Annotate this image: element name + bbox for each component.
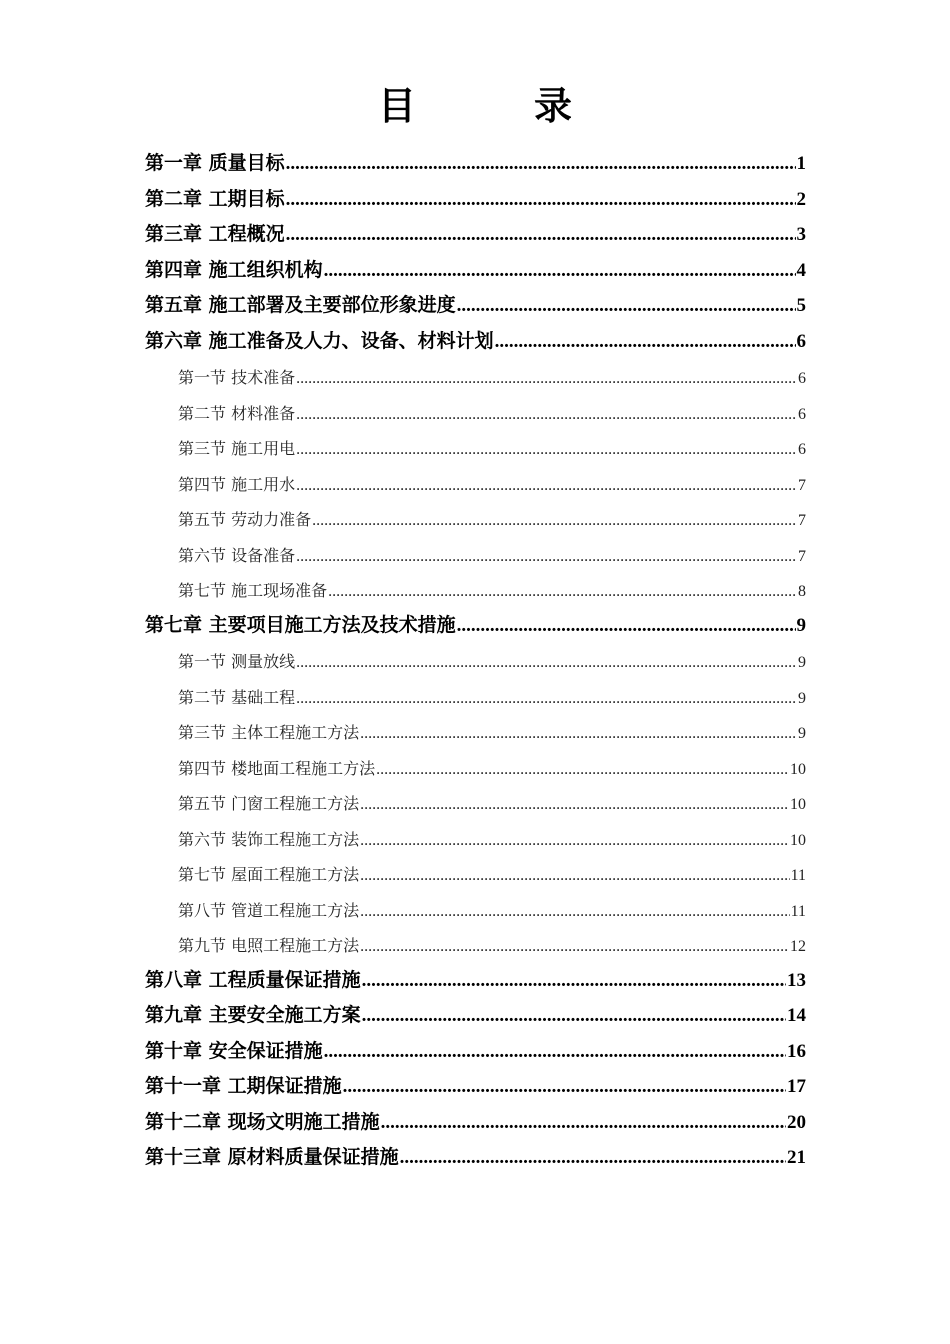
toc-section-entry[interactable] [178, 827, 806, 851]
toc-page-number: 7 [798, 512, 806, 529]
toc-page-number: 7 [798, 547, 806, 565]
toc-page-number: 10 [790, 760, 806, 778]
toc-dot-leader [360, 832, 789, 850]
toc-dot-leader [360, 938, 789, 956]
toc-chapter-entry[interactable] [145, 1071, 806, 1099]
toc-dot-leader [296, 548, 797, 566]
toc-page-number: 10 [790, 831, 806, 849]
toc-page-number: 2 [796, 188, 806, 210]
toc-entry-label: 第七节 施工现场准备 [178, 581, 328, 600]
toc-chapter-entry[interactable] [145, 1000, 806, 1028]
toc-dot-leader [296, 654, 797, 672]
toc-section-entry[interactable] [178, 472, 806, 496]
toc-entry-label: 第十二章 现场文明施工措施 [145, 1110, 380, 1133]
toc-dot-leader [286, 189, 796, 211]
toc-page-number: 9 [798, 689, 806, 707]
toc-page-number: 6 [796, 330, 806, 352]
toc-entry-label: 第七章 主要项目施工方法及技术措施 [145, 613, 456, 636]
toc-title: 目 录 [377, 84, 612, 128]
toc-dot-leader [360, 725, 797, 743]
toc-entry-label: 第六章 施工准备及人力、设备、材料计划 [145, 329, 494, 352]
toc-page-number: 3 [796, 224, 806, 245]
toc-section-entry[interactable] [178, 543, 806, 567]
toc-dot-leader [296, 477, 797, 495]
toc-page-number: 11 [790, 902, 806, 920]
toc-dot-leader [286, 153, 796, 175]
toc-dot-leader [495, 331, 796, 353]
toc-chapter-entry[interactable] [145, 326, 806, 354]
toc-page-number: 9 [798, 725, 806, 742]
toc-entry-label: 第二节 基础工程 [178, 687, 296, 707]
toc-chapter-entry[interactable] [145, 290, 806, 318]
toc-dot-leader [324, 1041, 786, 1063]
toc-page-number: 21 [787, 1147, 806, 1168]
toc-page-number: 16 [787, 1040, 806, 1062]
toc-chapter-entry[interactable] [145, 219, 806, 247]
toc-page-number: 10 [790, 796, 806, 813]
toc-dot-leader [362, 1005, 786, 1027]
toc-section-entry[interactable] [178, 685, 806, 709]
toc-dot-leader [457, 615, 796, 637]
toc-entry-label: 第十章 安全保证措施 [145, 1039, 323, 1062]
toc-section-entry[interactable] [178, 756, 806, 780]
toc-entry-label: 第九节 电照工程施工方法 [178, 936, 360, 955]
toc-dot-leader [296, 441, 797, 459]
toc-chapter-entry[interactable] [145, 148, 806, 176]
toc-entry-label: 第五节 门窗工程施工方法 [178, 794, 360, 813]
toc-section-entry[interactable] [178, 401, 806, 425]
toc-page-number: 8 [798, 583, 806, 600]
toc-page-number: 17 [787, 1076, 806, 1097]
toc-entry-label: 第一节 技术准备 [178, 368, 296, 387]
toc-entry-label: 第四章 施工组织机构 [145, 258, 323, 281]
toc-section-entry[interactable] [178, 578, 806, 602]
toc-entry-label: 第八章 工程质量保证措施 [145, 968, 361, 991]
toc-entry-label: 第三节 施工用电 [178, 439, 296, 458]
toc-section-entry[interactable] [178, 791, 806, 815]
toc-dot-leader [324, 260, 796, 282]
toc-entry-label: 第一章 质量目标 [145, 152, 285, 174]
toc-dot-leader [296, 690, 797, 708]
toc-section-entry[interactable] [178, 933, 806, 957]
toc-section-entry[interactable] [178, 436, 806, 460]
toc-dot-leader [376, 761, 789, 779]
toc-chapter-entry[interactable] [145, 1107, 806, 1135]
toc-entry-label: 第六节 装饰工程施工方法 [178, 829, 360, 849]
toc-chapter-entry[interactable] [145, 1142, 806, 1170]
toc-dot-leader [360, 867, 790, 885]
toc-dot-leader [343, 1076, 786, 1098]
toc-page-number: 6 [798, 370, 806, 387]
toc-dot-leader [286, 224, 796, 246]
toc-entry-label: 第九章 主要安全施工方案 [145, 1004, 361, 1026]
toc-entry-label: 第三节 主体工程施工方法 [178, 723, 360, 742]
toc-entry-label: 第五节 劳动力准备 [178, 510, 312, 529]
toc-chapter-entry[interactable] [145, 255, 806, 283]
toc-chapter-entry[interactable] [145, 1036, 806, 1064]
toc-page-number: 14 [787, 1005, 806, 1026]
toc-chapter-entry[interactable] [145, 610, 806, 638]
toc-dot-leader [328, 583, 797, 601]
toc-section-entry[interactable] [178, 649, 806, 673]
toc-page-number: 4 [796, 259, 806, 281]
toc-dot-leader [296, 406, 797, 424]
toc-dot-leader [360, 796, 789, 814]
toc-chapter-entry[interactable] [145, 184, 806, 212]
toc-dot-leader [457, 295, 796, 317]
toc-page-number: 11 [790, 867, 806, 884]
toc-entry-label: 第一节 测量放线 [178, 652, 296, 671]
toc-page-number: 20 [787, 1111, 806, 1133]
toc-page-number: 9 [798, 654, 806, 671]
toc-entry-label: 第二节 材料准备 [178, 403, 296, 423]
toc-entry-label: 第三章 工程概况 [145, 223, 285, 245]
toc-section-entry[interactable] [178, 365, 806, 389]
toc-section-entry[interactable] [178, 862, 806, 886]
toc-page-number: 7 [798, 476, 806, 494]
toc-page-number: 5 [796, 295, 806, 316]
toc-entry-label: 第二章 工期目标 [145, 187, 285, 210]
toc-chapter-entry[interactable] [145, 965, 806, 993]
toc-dot-leader [312, 512, 797, 530]
toc-page-number: 6 [798, 441, 806, 458]
toc-entry-label: 第四节 楼地面工程施工方法 [178, 758, 376, 778]
toc-dot-leader [381, 1112, 786, 1134]
toc-dot-leader [360, 903, 790, 921]
toc-section-entry[interactable] [178, 720, 806, 744]
toc-entry-label: 第四节 施工用水 [178, 474, 296, 494]
toc-dot-leader [400, 1147, 786, 1169]
toc-entry-label: 第八节 管道工程施工方法 [178, 900, 360, 920]
toc-page-number: 6 [798, 405, 806, 423]
toc-entry-label: 第十一章 工期保证措施 [145, 1075, 342, 1097]
toc-entry-label: 第五章 施工部署及主要部位形象进度 [145, 294, 456, 316]
toc-page-number: 9 [796, 614, 806, 636]
toc-page-number: 1 [796, 153, 806, 174]
toc-entry-label: 第十三章 原材料质量保证措施 [145, 1146, 399, 1168]
toc-page-number: 12 [790, 938, 806, 955]
toc-section-entry[interactable] [178, 898, 806, 922]
toc-section-entry[interactable] [178, 507, 806, 531]
toc-dot-leader [296, 370, 797, 388]
toc-entry-label: 第六节 设备准备 [178, 545, 296, 565]
toc-dot-leader [362, 970, 786, 992]
toc-entry-label: 第七节 屋面工程施工方法 [178, 865, 360, 884]
toc-page-number: 13 [787, 969, 806, 991]
